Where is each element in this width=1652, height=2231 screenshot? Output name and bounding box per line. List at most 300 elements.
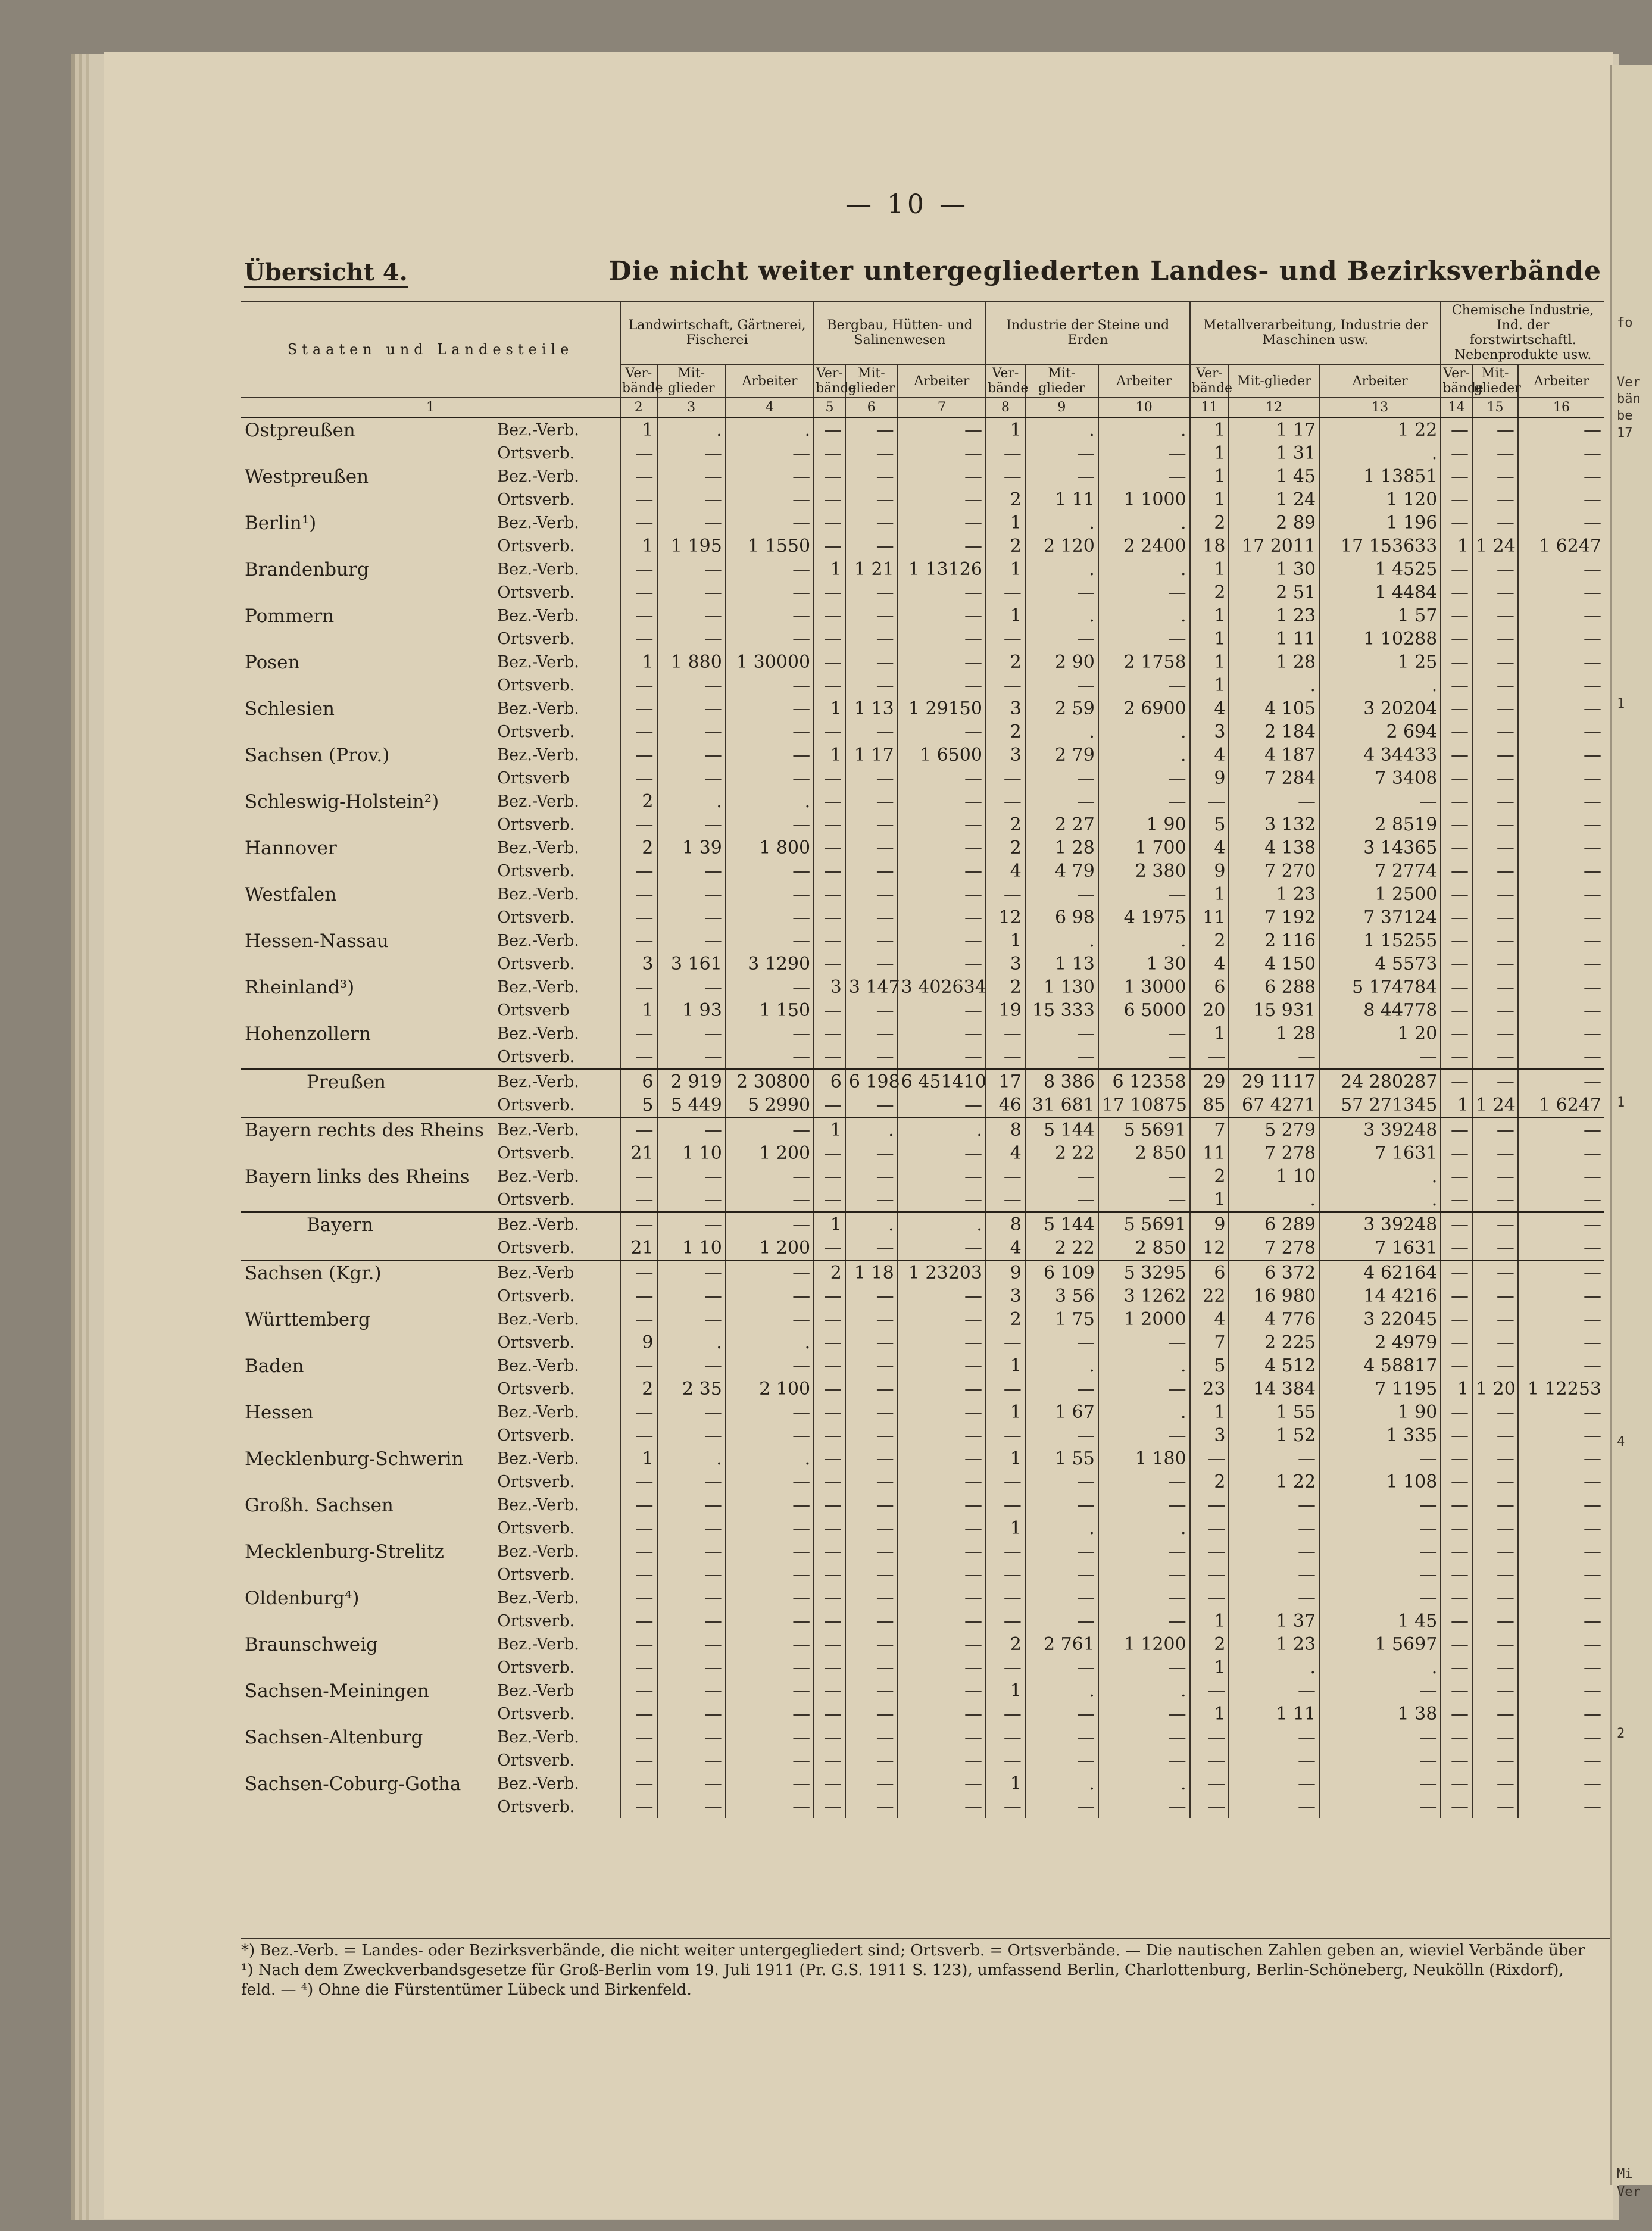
table-cell: —	[1098, 1470, 1190, 1493]
table-cell: 1 200	[726, 1236, 814, 1261]
table-cell: —	[1472, 860, 1518, 883]
table-cell: —	[1441, 1285, 1472, 1308]
verband-type: Bez.-Verb.	[497, 1402, 579, 1421]
table-cell: —	[620, 883, 657, 906]
table-cell: —	[620, 558, 657, 581]
table-cell: —	[814, 790, 845, 813]
table-cell: —	[814, 952, 845, 976]
table-row	[241, 1142, 1604, 1165]
table-cell: 1 2500	[1319, 883, 1441, 906]
table-cell: —	[1518, 1142, 1604, 1165]
table-cell: 2 919	[657, 1070, 726, 1094]
table-cell: —	[657, 743, 726, 767]
table-cell: —	[1098, 465, 1190, 488]
table-cell: —	[898, 1517, 986, 1540]
table-cell: 1 12253	[1518, 1377, 1604, 1401]
table-cell: 1 28	[1229, 651, 1319, 674]
state-name	[241, 860, 496, 883]
state-label: Berlin¹)	[245, 512, 317, 534]
table-cell: —	[1025, 767, 1098, 790]
table-cell: —	[620, 627, 657, 651]
table-cell: 2 51	[1229, 581, 1319, 604]
table-cell: 57 271345	[1319, 1093, 1441, 1118]
table-cell: —	[1518, 1261, 1604, 1285]
verband-type: Bez.-Verb.	[497, 1727, 579, 1746]
table-cell: —	[726, 442, 814, 465]
table-cell: —	[1472, 465, 1518, 488]
table-cell: —	[898, 1772, 986, 1795]
verband-type: Ortsverb.	[497, 676, 575, 695]
table-cell: 1 22	[1229, 1470, 1319, 1493]
state-name	[241, 697, 496, 720]
state-label: Schlesien	[245, 698, 335, 720]
verband-type: Bez.-Verb	[497, 1681, 574, 1700]
table-cell: —	[620, 1045, 657, 1070]
table-cell: —	[726, 720, 814, 743]
state-label: Westpreußen	[245, 465, 369, 488]
table-cell: —	[620, 488, 657, 511]
verband-type: Ortsverb.	[497, 815, 575, 834]
table-cell: —	[898, 1022, 986, 1045]
table-cell: 5 3295	[1098, 1261, 1190, 1285]
table-cell: 1	[986, 558, 1025, 581]
table-cell: 1 25	[1319, 651, 1441, 674]
table-cell: 29	[1190, 1070, 1229, 1094]
table-cell: 6	[814, 1070, 845, 1094]
table-cell: —	[814, 1285, 845, 1308]
table-cell: —	[620, 604, 657, 627]
adjacent-page-text: 1	[1617, 1095, 1625, 1110]
table-cell: —	[1025, 674, 1098, 697]
table-row	[241, 743, 1604, 767]
table-cell: 1	[620, 418, 657, 442]
table-cell: —	[814, 1726, 845, 1749]
table-cell: —	[657, 1045, 726, 1070]
state-label: Hessen	[245, 1401, 314, 1423]
table-cell: —	[986, 1470, 1025, 1493]
table-cell: .	[898, 1118, 986, 1142]
state-name	[241, 442, 496, 465]
table-cell: —	[1098, 1165, 1190, 1188]
verband-type: Ortsverb.	[497, 1611, 575, 1630]
table-cell: —	[620, 1022, 657, 1045]
table-cell: 7 1195	[1319, 1377, 1441, 1401]
verband-type: Bez.-Verb.	[497, 1542, 579, 1561]
table-cell: —	[898, 1679, 986, 1702]
state-label: Rheinland³)	[245, 976, 355, 998]
table-cell: —	[1441, 418, 1472, 442]
verband-type: Ortsverb.	[497, 1797, 575, 1816]
table-cell: —	[1472, 1679, 1518, 1702]
table-cell: 1	[986, 1447, 1025, 1470]
table-cell: —	[1441, 767, 1472, 790]
adjacent-page-fragment	[1610, 65, 1652, 2199]
table-cell: —	[726, 1702, 814, 1726]
state-name	[241, 1749, 496, 1772]
table-cell: —	[657, 720, 726, 743]
table-cell: 2	[986, 1633, 1025, 1656]
table-cell: —	[1518, 697, 1604, 720]
table-row	[241, 1213, 1604, 1237]
table-cell: .	[1098, 1679, 1190, 1702]
table-cell: —	[1098, 767, 1190, 790]
table-cell: 4 1975	[1098, 906, 1190, 929]
table-cell: —	[1472, 511, 1518, 535]
table-cell: —	[898, 651, 986, 674]
table-cell: 7 278	[1229, 1142, 1319, 1165]
table-cell: —	[1441, 1236, 1472, 1261]
table-cell: —	[1518, 1236, 1604, 1261]
table-cell: —	[1441, 1022, 1472, 1045]
table-cell: —	[1025, 1424, 1098, 1447]
table-cell: —	[845, 836, 898, 860]
table-cell: —	[1472, 767, 1518, 790]
table-cell: 4 79	[1025, 860, 1098, 883]
table-cell: 2	[986, 836, 1025, 860]
verband-type: Bez.-Verb.	[496, 1070, 620, 1094]
column-number: 12	[1229, 398, 1319, 418]
table-cell: 1	[1441, 1093, 1472, 1118]
table-cell: 2	[986, 651, 1025, 674]
table-cell: 3 1290	[726, 952, 814, 976]
table-cell: —	[1472, 651, 1518, 674]
table-cell: —	[845, 1772, 898, 1795]
table-cell: 1	[1190, 488, 1229, 511]
table-cell: —	[1319, 1563, 1441, 1586]
state-name	[241, 1493, 496, 1517]
table-cell: —	[845, 1401, 898, 1424]
table-cell: —	[1441, 929, 1472, 952]
table-cell: 1 200	[726, 1142, 814, 1165]
state-name	[241, 1188, 496, 1213]
table-cell: —	[845, 674, 898, 697]
table-cell: —	[726, 743, 814, 767]
table-cell: 31 681	[1025, 1093, 1098, 1118]
column-number: 8	[986, 398, 1025, 418]
table-cell: 1 23203	[898, 1261, 986, 1285]
table-cell: —	[986, 1424, 1025, 1447]
table-cell: 1	[986, 1772, 1025, 1795]
verband-type: Bez.-Verb.	[497, 1024, 579, 1043]
table-cell: —	[620, 860, 657, 883]
table-cell: —	[1441, 558, 1472, 581]
verband-type: Ortsverb.	[497, 490, 575, 509]
table-cell: —	[1472, 674, 1518, 697]
table-cell: —	[1518, 511, 1604, 535]
verband-type: Bez.-Verb.	[496, 1118, 620, 1142]
table-cell: 6 109	[1025, 1261, 1098, 1285]
table-cell: —	[657, 581, 726, 604]
table-cell: 8 386	[1025, 1070, 1098, 1094]
table-cell: 2 850	[1098, 1236, 1190, 1261]
table-cell: 1	[986, 1401, 1025, 1424]
table-cell: —	[1472, 1795, 1518, 1818]
table-cell: —	[1319, 1045, 1441, 1070]
table-cell: .	[1098, 1354, 1190, 1377]
table-cell: —	[726, 767, 814, 790]
table-row	[241, 1749, 1604, 1772]
table-cell: —	[845, 1377, 898, 1401]
table-cell: —	[657, 1586, 726, 1610]
table-cell: —	[1229, 1517, 1319, 1540]
table-cell: —	[1025, 1022, 1098, 1045]
table-cell: —	[657, 1354, 726, 1377]
table-cell: 1 38	[1319, 1702, 1441, 1726]
table-cell: —	[1229, 1726, 1319, 1749]
table-cell: .	[1229, 1656, 1319, 1679]
state-label: Hessen-Nassau	[245, 930, 389, 952]
table-cell: —	[814, 1093, 845, 1118]
table-cell: 21	[620, 1236, 657, 1261]
header-group-metall: Metallverarbeitung, Industrie der Maschinen usw.	[1190, 301, 1441, 364]
table-cell: 1 195	[657, 535, 726, 558]
table-cell: —	[898, 1093, 986, 1118]
table-cell: 4 187	[1229, 743, 1319, 767]
table-cell: —	[657, 1188, 726, 1213]
table-cell: 3 22045	[1319, 1308, 1441, 1331]
table-cell: —	[1472, 1610, 1518, 1633]
table-row	[241, 1070, 1604, 1094]
table-cell: 1 93	[657, 999, 726, 1022]
table-cell: 4	[1190, 952, 1229, 976]
table-cell: 2 761	[1025, 1633, 1098, 1656]
table-cell: —	[814, 1656, 845, 1679]
table-cell: 6 98	[1025, 906, 1098, 929]
table-cell: —	[726, 1493, 814, 1517]
table-cell: 1	[1190, 442, 1229, 465]
header-sub-arbeiter: Arbeiter	[1518, 364, 1604, 398]
state-name	[241, 604, 496, 627]
table-cell: —	[1472, 1308, 1518, 1331]
table-cell: —	[814, 767, 845, 790]
table-cell: —	[1518, 581, 1604, 604]
table-cell: 4	[1190, 1308, 1229, 1331]
table-cell: 2 6900	[1098, 697, 1190, 720]
table-cell: —	[814, 1633, 845, 1656]
table-cell: —	[1472, 790, 1518, 813]
table-cell: —	[1190, 1563, 1229, 1586]
table-cell: —	[986, 465, 1025, 488]
table-cell: 1	[1190, 604, 1229, 627]
table-cell: —	[1472, 836, 1518, 860]
table-row	[241, 720, 1604, 743]
table-cell: —	[898, 1308, 986, 1331]
state-label: Baden	[245, 1355, 304, 1377]
table-cell: —	[1472, 1331, 1518, 1354]
table-cell: —	[898, 999, 986, 1022]
table-cell: 29 1117	[1229, 1070, 1319, 1094]
state-name	[241, 1401, 496, 1424]
table-cell: .	[1025, 511, 1098, 535]
state-label: Bayern links des Rheins	[245, 1166, 470, 1188]
table-cell: —	[898, 1610, 986, 1633]
table-cell: —	[814, 1586, 845, 1610]
table-cell: 1 150	[726, 999, 814, 1022]
table-row	[241, 1236, 1604, 1261]
table-row	[241, 1308, 1604, 1331]
table-cell: 1	[986, 1679, 1025, 1702]
table-cell: .	[726, 418, 814, 442]
column-number: 11	[1190, 398, 1229, 418]
state-name	[241, 976, 496, 999]
table-cell: 1	[1190, 883, 1229, 906]
table-cell: —	[657, 976, 726, 999]
table-cell: —	[845, 488, 898, 511]
table-cell: .	[1229, 674, 1319, 697]
verband-type: Bez.-Verb.	[497, 745, 579, 764]
table-cell: —	[1472, 581, 1518, 604]
verband-type: Bez.-Verb.	[497, 1495, 579, 1514]
table-cell: —	[726, 976, 814, 999]
table-cell: —	[620, 1308, 657, 1331]
table-cell: —	[845, 999, 898, 1022]
header-sub-verbaende: Ver-bände	[814, 364, 845, 398]
verband-type: Ortsverb	[497, 768, 570, 788]
table-cell: 1	[986, 604, 1025, 627]
table-row	[241, 1540, 1604, 1563]
table-cell: —	[1025, 1470, 1098, 1493]
statistics-table	[241, 301, 1604, 1818]
verband-type: Bez.-Verb.	[497, 1635, 579, 1654]
table-cell: —	[657, 1165, 726, 1188]
table-cell: —	[1518, 604, 1604, 627]
table-cell: —	[1518, 465, 1604, 488]
table-cell: —	[1472, 1726, 1518, 1749]
table-cell: .	[845, 1118, 898, 1142]
table-cell: —	[845, 929, 898, 952]
table-row	[241, 1470, 1604, 1493]
table-cell: —	[1472, 1493, 1518, 1517]
table-cell: 9	[1190, 1213, 1229, 1237]
header-sub-verbaende: Ver-bände	[1190, 364, 1229, 398]
table-cell: —	[620, 465, 657, 488]
table-cell: —	[1472, 1424, 1518, 1447]
table-cell: —	[1098, 1045, 1190, 1070]
state-label: Hohenzollern	[245, 1023, 371, 1045]
table-cell: 2 225	[1229, 1331, 1319, 1354]
state-label: Posen	[245, 651, 300, 673]
table-row	[241, 1424, 1604, 1447]
table-cell: —	[814, 1470, 845, 1493]
table-cell: 4	[986, 1142, 1025, 1165]
table-cell: .	[1098, 1772, 1190, 1795]
table-cell: —	[898, 1493, 986, 1517]
table-cell: —	[657, 929, 726, 952]
table-cell: —	[620, 1470, 657, 1493]
table-row	[241, 1377, 1604, 1401]
table-cell: —	[814, 1540, 845, 1563]
table-cell: —	[1025, 1795, 1098, 1818]
table-cell: 2 4979	[1319, 1331, 1441, 1354]
table-cell: 1 120	[1319, 488, 1441, 511]
table-cell: —	[726, 1213, 814, 1237]
table-cell: —	[1441, 743, 1472, 767]
table-cell: —	[1518, 1772, 1604, 1795]
table-cell: —	[898, 1165, 986, 1188]
table-cell: —	[620, 1679, 657, 1702]
table-cell: —	[1518, 1586, 1604, 1610]
table-cell: —	[657, 1656, 726, 1679]
table-cell: .	[1025, 1679, 1098, 1702]
table-cell: 1	[620, 535, 657, 558]
state-label: Sachsen (Prov.)	[245, 744, 390, 766]
state-name	[241, 1795, 496, 1818]
table-cell: 1 700	[1098, 836, 1190, 860]
state-label: Bayern rechts des Rheins	[245, 1119, 484, 1141]
table-cell: 3 39248	[1319, 1213, 1441, 1237]
table-cell: 1 55	[1025, 1447, 1098, 1470]
table-cell: —	[1472, 1401, 1518, 1424]
state-name	[241, 1656, 496, 1679]
table-cell: —	[657, 488, 726, 511]
table-cell: 3	[620, 952, 657, 976]
verband-type: Ortsverb.	[497, 1095, 575, 1114]
table-cell: —	[620, 1517, 657, 1540]
state-name	[241, 1236, 496, 1261]
table-cell: 2 35	[657, 1377, 726, 1401]
table-cell: —	[657, 883, 726, 906]
table-cell: —	[898, 1726, 986, 1749]
table-cell: —	[814, 1702, 845, 1726]
table-cell: —	[898, 883, 986, 906]
table-cell: —	[898, 1285, 986, 1308]
table-cell: —	[1441, 1633, 1472, 1656]
table-cell: —	[1098, 1493, 1190, 1517]
header-group-landwirtschaft: Landwirtschaft, Gärtnerei, Fischerei	[620, 301, 814, 364]
table-cell: —	[986, 1165, 1025, 1188]
table-cell: —	[1441, 1188, 1472, 1213]
state-label: Großh. Sachsen	[245, 1494, 394, 1516]
table-cell: —	[657, 1772, 726, 1795]
table-cell: —	[1098, 1331, 1190, 1354]
verband-type: Ortsverb.	[497, 1472, 575, 1491]
table-row	[241, 1726, 1604, 1749]
table-cell: .	[1025, 929, 1098, 952]
table-cell: —	[1518, 767, 1604, 790]
table-cell: —	[1025, 581, 1098, 604]
table-row	[241, 1261, 1604, 1285]
table-cell: —	[898, 836, 986, 860]
adjacent-page-text: 4	[1617, 1435, 1625, 1449]
table-row	[241, 767, 1604, 790]
table-cell: —	[845, 1424, 898, 1447]
table-cell: —	[1518, 790, 1604, 813]
verband-type: Bez.-Verb.	[497, 467, 579, 486]
table-cell: 4 150	[1229, 952, 1319, 976]
table-cell: 1	[620, 1447, 657, 1470]
table-cell: —	[1472, 813, 1518, 836]
table-cell: —	[845, 1795, 898, 1818]
table-cell: 1	[814, 1213, 845, 1237]
table-row	[241, 1517, 1604, 1540]
adjacent-page-text: bän	[1617, 392, 1641, 407]
table-cell: —	[814, 535, 845, 558]
table-cell: —	[986, 1702, 1025, 1726]
table-cell: 6 198	[845, 1070, 898, 1094]
table-cell: —	[1190, 1772, 1229, 1795]
table-cell: —	[814, 1377, 845, 1401]
table-cell: —	[657, 1118, 726, 1142]
table-cell: —	[814, 465, 845, 488]
state-name	[241, 1070, 496, 1094]
table-cell: 1 5697	[1319, 1633, 1441, 1656]
table-cell: —	[1025, 465, 1098, 488]
table-cell: —	[1518, 1517, 1604, 1540]
table-cell: 3 14365	[1319, 836, 1441, 860]
table-cell: 2	[986, 488, 1025, 511]
table-cell: —	[620, 1795, 657, 1818]
table-cell: —	[1472, 929, 1518, 952]
